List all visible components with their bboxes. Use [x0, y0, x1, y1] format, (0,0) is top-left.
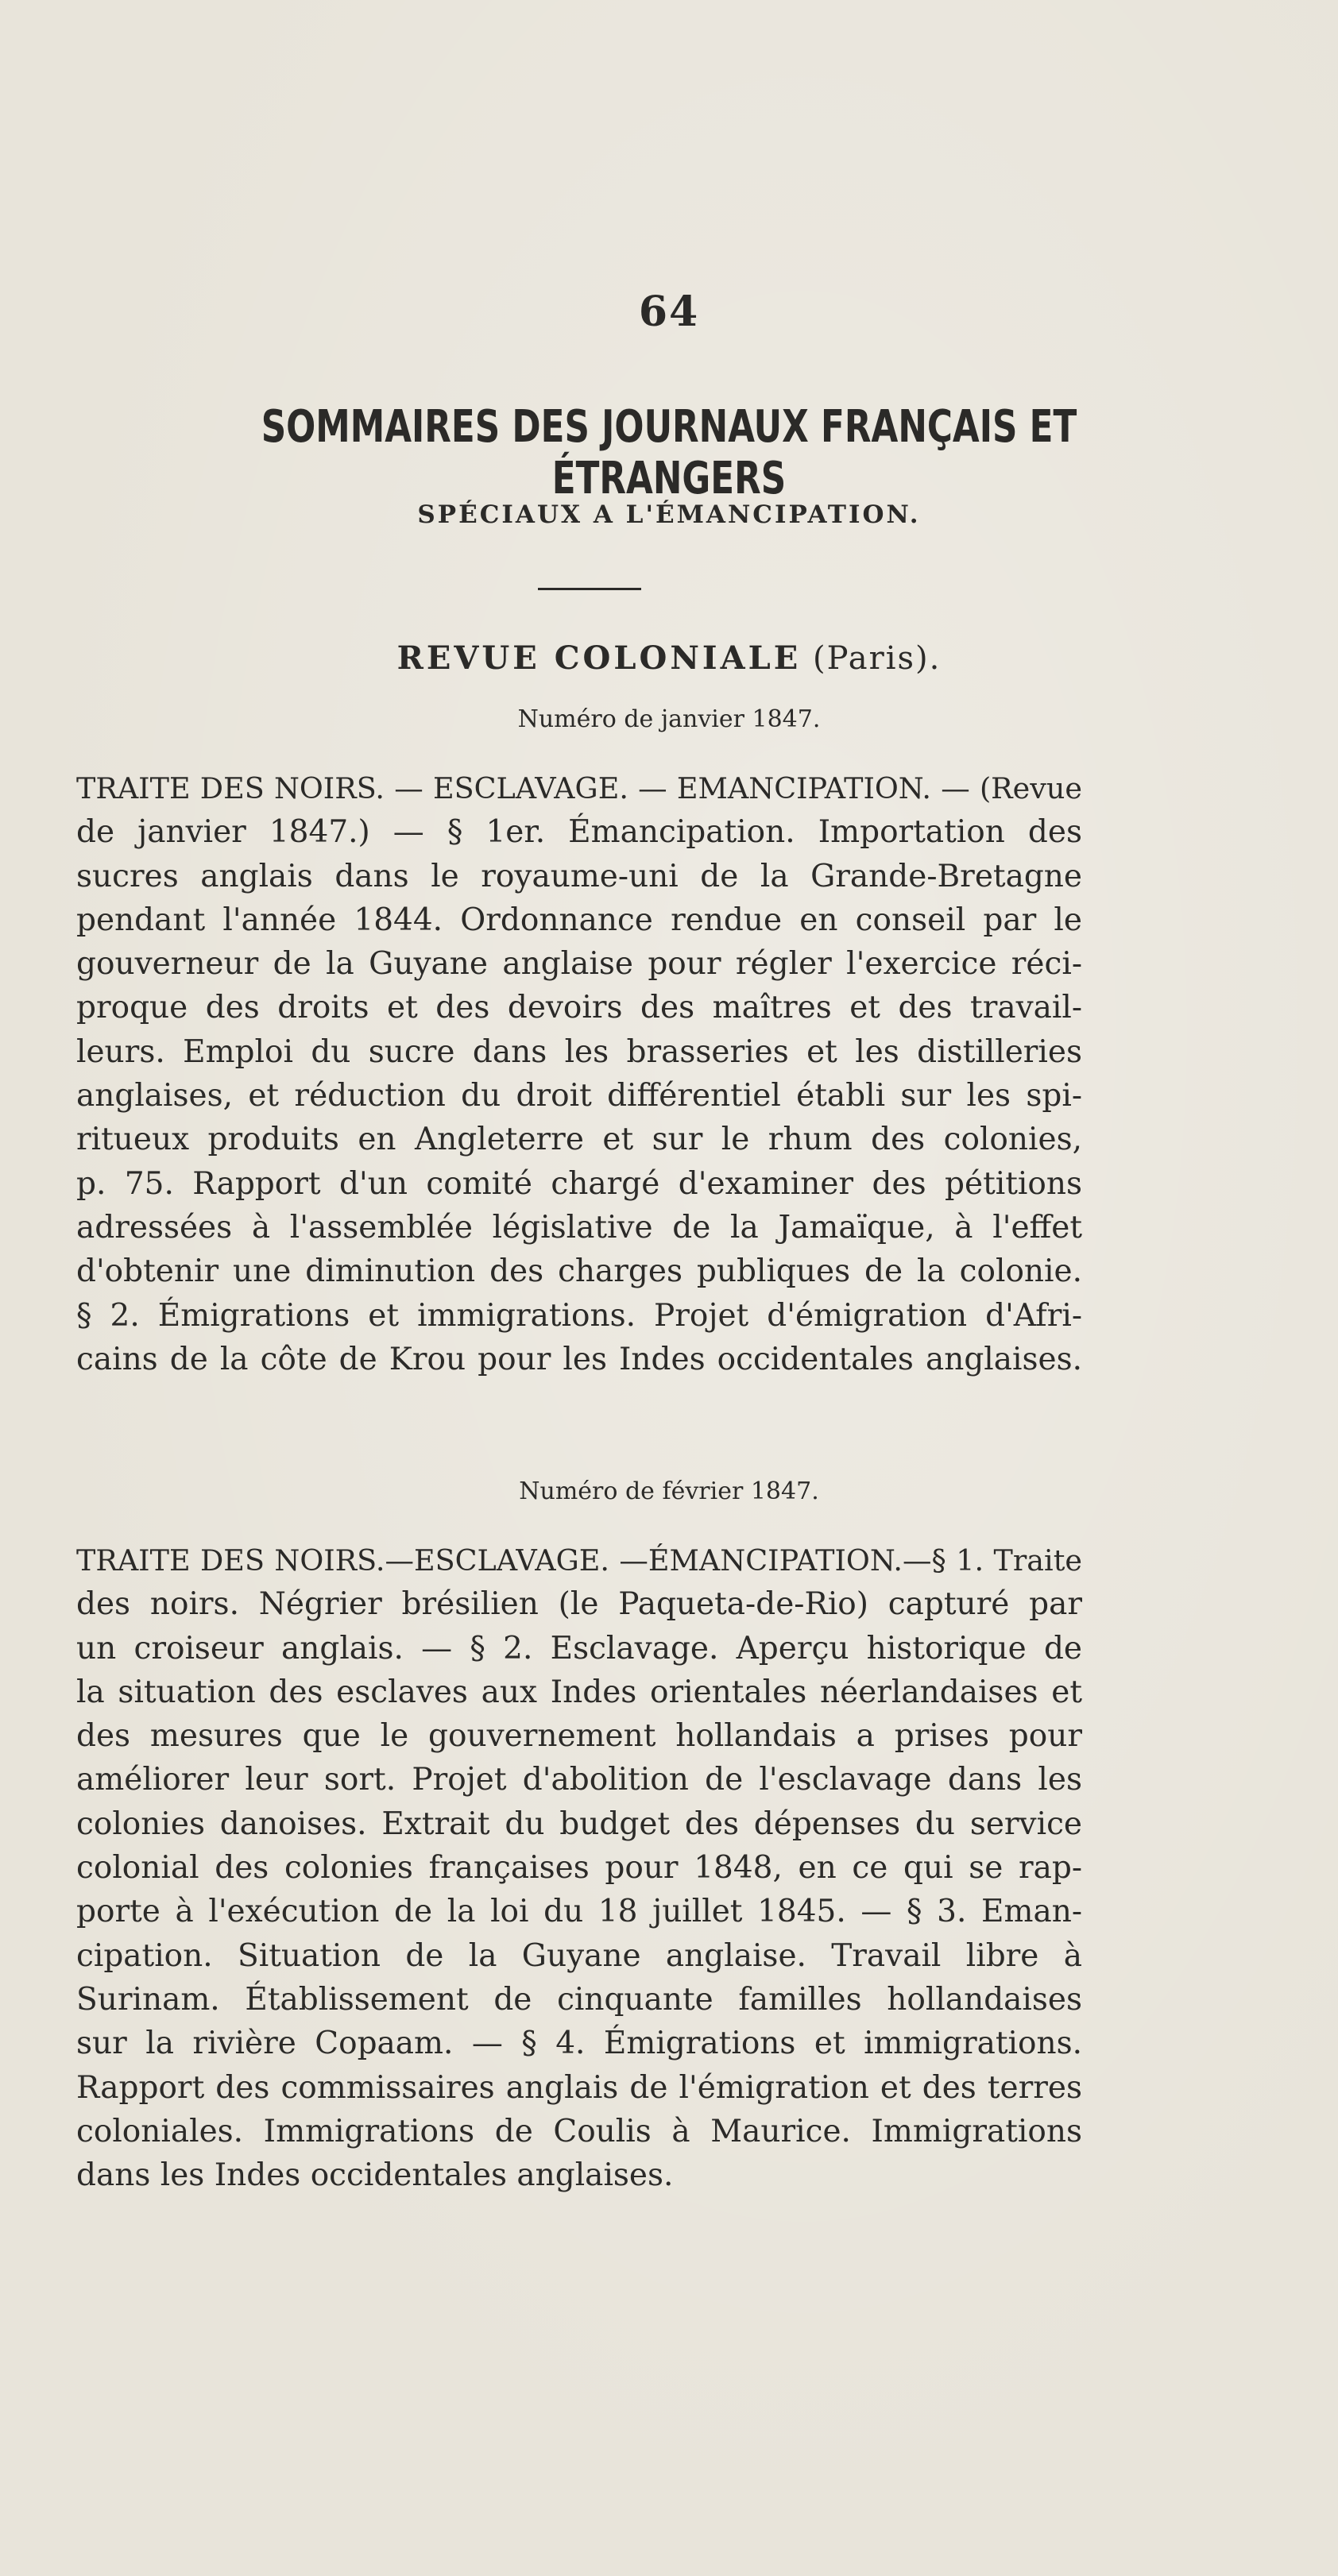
- text-line: TRAITE DES NOIRS.—ESCLAVAGE. —ÉMANCIPATION.—§ 1. Traite: [76, 1543, 1082, 1578]
- text-line: colonial des colonies françaises pour 1848, en ce qui se rap-: [76, 1850, 1082, 1887]
- text-line: § 2. Émigrations et immigrations. Projet d'émigration d'Afri-: [76, 1297, 1082, 1334]
- text-line: sur la rivière Copaam. — § 4. Émigrations et immigrations.: [76, 2026, 1082, 2062]
- text-line: adressées à l'assemblée législative de la Jamaïque, à l'effet: [76, 1209, 1082, 1246]
- text-line: gouverneur de la Guyane anglaise pour régler l'exercice réci-: [76, 946, 1082, 983]
- text-line: ritueux produits en Angleterre et sur le rhum des colonies,: [76, 1122, 1082, 1158]
- text-line: proque des droits et des devoirs des maîtres et des travail-: [76, 990, 1082, 1026]
- text-line: d'obtenir une diminution des charges publiques de la colonie.: [76, 1253, 1082, 1290]
- page-number: 64: [638, 288, 700, 336]
- text-line: un croiseur anglais. — § 2. Esclavage. Aperçu historique de: [76, 1630, 1082, 1666]
- text-line: pendant l'année 1844. Ordonnance rendue en conseil par le: [76, 902, 1082, 938]
- page-title: SOMMAIRES DES JOURNAUX FRANÇAIS ET ÉTRANGERS: [261, 401, 1077, 504]
- text-line: la situation des esclaves aux Indes orientales néerlandaises et: [76, 1674, 1082, 1710]
- text-line: des mesures que le gouvernement hollandais a prises pour: [76, 1718, 1082, 1755]
- summary-paragraph-february: [76, 1539, 1082, 2197]
- text-line: de janvier 1847.) — § 1er. Émancipation. Importation des: [76, 814, 1082, 851]
- text-line: anglaises, et réduction du droit différentiel établi sur les spi-: [76, 1078, 1082, 1114]
- text-line: colonies danoises. Extrait du budget des dépenses du service: [76, 1806, 1082, 1842]
- text-line: Rapport des commissaires anglais de l'émigration et des terres: [76, 2069, 1082, 2106]
- journal-name: REVUE COLONIALE: [396, 639, 802, 677]
- text-line: leurs. Emploi du sucre dans les brasseries et les distilleries: [76, 1033, 1082, 1070]
- text-line: sucres anglais dans le royaume-uni de la Grande-Bretagne: [76, 858, 1082, 894]
- journal-place: (Paris).: [813, 640, 942, 677]
- text-line: cains de la côte de Krou pour les Indes occidentales anglaises.: [76, 1341, 1082, 1377]
- journal-heading: [0, 639, 1338, 677]
- text-line: p. 75. Rapport d'un comité chargé d'examiner des pétitions: [76, 1165, 1082, 1202]
- issue-heading-february: Numéro de février 1847.: [519, 1477, 819, 1505]
- text-line: porte à l'exécution de la loi du 18 juillet 1845. — § 3. Eman-: [76, 1894, 1082, 1930]
- text-line: des noirs. Négrier brésilien (le Paqueta-de-Rio) capturé par: [76, 1586, 1082, 1623]
- text-line: coloniales. Immigrations de Coulis à Maurice. Immigrations: [76, 2113, 1082, 2149]
- text-line: cipation. Situation de la Guyane anglaise. Travail libre à: [76, 1937, 1082, 1974]
- text-line: dans les Indes occidentales anglaises.: [76, 2157, 674, 2194]
- text-line: Surinam. Établissement de cinquante familles hollandaises: [76, 1981, 1082, 2018]
- text-line: améliorer leur sort. Projet d'abolition de l'esclavage dans les: [76, 1762, 1082, 1798]
- summary-paragraph-january: [76, 767, 1082, 1381]
- divider-rule: [538, 588, 641, 590]
- page-subtitle: SPÉCIAUX A L'ÉMANCIPATION.: [417, 500, 921, 529]
- text-line: TRAITE DES NOIRS. — ESCLAVAGE. — EMANCIPATION. — (Revue: [76, 771, 1082, 805]
- issue-heading-january: Numéro de janvier 1847.: [517, 705, 821, 733]
